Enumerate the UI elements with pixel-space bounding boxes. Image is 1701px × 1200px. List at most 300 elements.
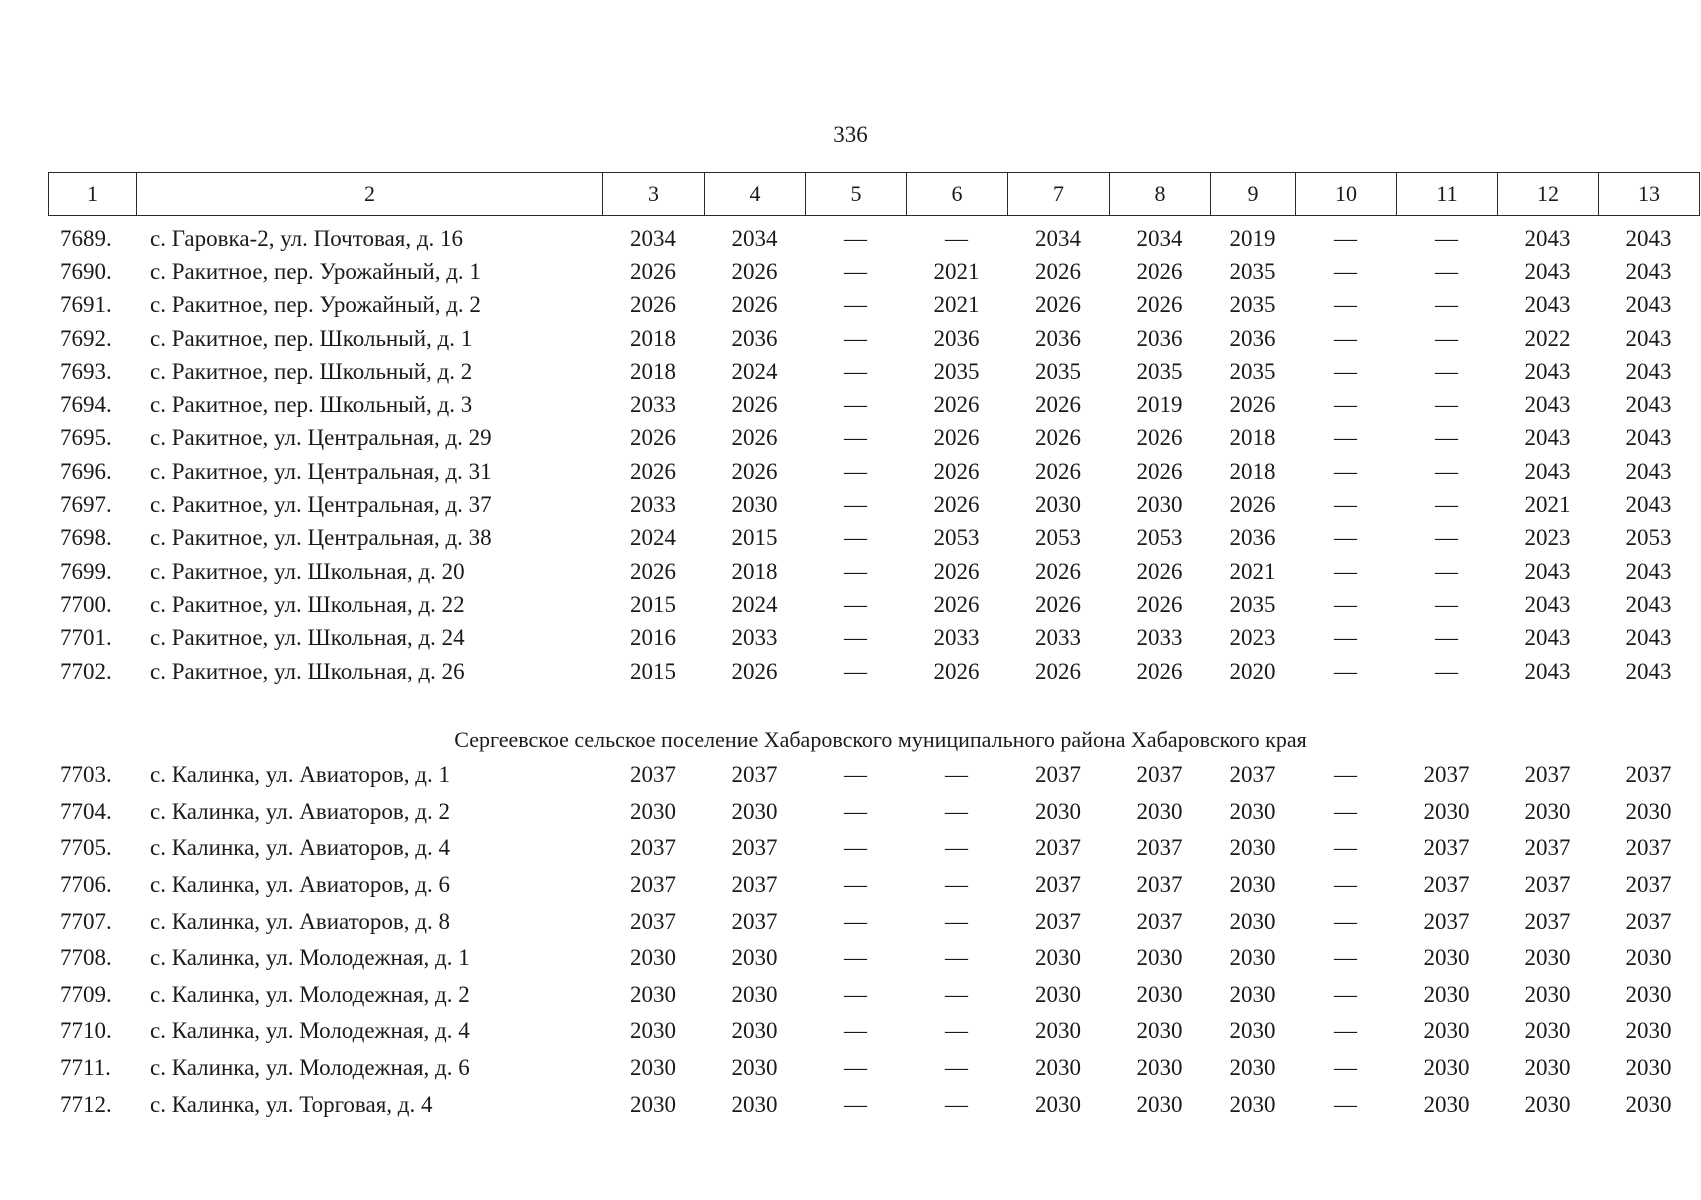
year-cell: 2037 — [1136, 762, 1183, 788]
year-cell: 2030 — [1229, 945, 1276, 971]
year-cell: — — [1435, 325, 1458, 351]
year-cell: 2043 — [1524, 558, 1571, 584]
year-cell: 2026 — [1035, 425, 1081, 451]
row-number: 7702. — [60, 658, 112, 684]
year-cell: 2019 — [1229, 225, 1276, 251]
year-cell: 2018 — [630, 358, 676, 384]
year-cell: — — [844, 525, 867, 551]
year-cell: 2037 — [630, 908, 676, 934]
year-cell: 2036 — [731, 325, 778, 351]
year-cell: 2030 — [630, 981, 676, 1007]
year-cell: 2043 — [1625, 325, 1672, 351]
year-cell: 2037 — [1136, 908, 1183, 934]
year-cell: 2037 — [731, 908, 778, 934]
year-cell: 2043 — [1625, 392, 1672, 418]
year-cell: 2030 — [1423, 1018, 1470, 1044]
page-number: 336 — [833, 122, 868, 147]
year-cell: 2053 — [1625, 525, 1672, 551]
year-cell: 2037 — [731, 762, 778, 788]
year-cell: 2037 — [1136, 835, 1183, 861]
year-cell: 2030 — [1229, 908, 1276, 934]
year-cell: 2037 — [1035, 835, 1081, 861]
year-cell: — — [1435, 525, 1458, 551]
year-cell: — — [844, 625, 867, 651]
year-cell: — — [1435, 591, 1458, 617]
year-cell: 2030 — [731, 1055, 778, 1081]
year-cell: 2030 — [1035, 1055, 1081, 1081]
table-row — [48, 1013, 1672, 1050]
year-cell: — — [1435, 225, 1458, 251]
year-cell: 2037 — [1524, 872, 1571, 898]
year-cell: 2033 — [731, 625, 778, 651]
address-cell: с. Гаровка-2, ул. Почтовая, д. 16 — [150, 225, 464, 251]
address-cell: с. Ракитное, ул. Центральная, д. 38 — [150, 525, 492, 551]
year-cell: 2034 — [1035, 225, 1081, 251]
year-cell: 2037 — [1524, 908, 1571, 934]
row-number: 7711. — [60, 1055, 111, 1081]
year-cell: — — [945, 1055, 968, 1081]
year-cell: 2026 — [731, 658, 778, 684]
year-cell: — — [844, 981, 867, 1007]
year-cell: 2043 — [1625, 225, 1672, 251]
row-number: 7704. — [60, 798, 112, 824]
table-row — [48, 289, 1672, 322]
table-row — [48, 1086, 1672, 1123]
year-cell: 2037 — [1035, 872, 1081, 898]
year-cell: — — [1334, 1055, 1357, 1081]
year-cell: 2030 — [1035, 945, 1081, 971]
year-cell: 2037 — [1524, 835, 1571, 861]
year-cell: 2030 — [1524, 981, 1571, 1007]
year-cell: — — [1334, 835, 1357, 861]
address-cell: с. Ракитное, ул. Школьная, д. 26 — [150, 658, 465, 684]
year-cell: 2043 — [1625, 591, 1672, 617]
year-cell: 2043 — [1524, 658, 1571, 684]
year-cell: 2026 — [1136, 658, 1183, 684]
year-cell: 2037 — [1229, 762, 1276, 788]
year-cell: — — [1334, 798, 1357, 824]
year-cell: — — [1334, 762, 1357, 788]
header-cell: 13 — [1599, 173, 1700, 216]
year-cell: 2037 — [1423, 762, 1470, 788]
row-number: 7703. — [60, 762, 112, 788]
table-body-section-a — [48, 222, 1672, 688]
year-cell: 2018 — [1229, 425, 1276, 451]
year-cell: 2035 — [1136, 358, 1183, 384]
year-cell: — — [945, 762, 968, 788]
year-cell: — — [844, 798, 867, 824]
year-cell: 2034 — [731, 225, 778, 251]
year-cell: 2037 — [1625, 872, 1672, 898]
year-cell: 2030 — [630, 1055, 676, 1081]
year-cell: 2037 — [1423, 908, 1470, 934]
year-cell: — — [945, 1091, 968, 1117]
year-cell: 2026 — [731, 425, 778, 451]
year-cell: 2030 — [1423, 798, 1470, 824]
year-cell: 2030 — [731, 1091, 778, 1117]
year-cell: 2030 — [1136, 1091, 1183, 1117]
year-cell: 2030 — [1524, 1091, 1571, 1117]
year-cell: — — [844, 392, 867, 418]
year-cell: 2030 — [1229, 835, 1276, 861]
year-cell: 2037 — [731, 835, 778, 861]
year-cell: 2026 — [933, 558, 980, 584]
header-cell: 10 — [1296, 173, 1397, 216]
table-row — [48, 622, 1672, 655]
year-cell: 2030 — [630, 945, 676, 971]
table-row — [48, 555, 1672, 588]
year-cell: — — [1435, 458, 1458, 484]
year-cell: 2030 — [731, 1018, 778, 1044]
year-cell: 2043 — [1625, 492, 1672, 518]
year-cell: 2030 — [1625, 798, 1672, 824]
address-cell: с. Ракитное, пер. Школьный, д. 1 — [150, 325, 473, 351]
row-number: 7700. — [60, 591, 112, 617]
year-cell: 2030 — [1035, 981, 1081, 1007]
year-cell: 2024 — [731, 591, 778, 617]
year-cell: 2053 — [933, 525, 980, 551]
year-cell: 2026 — [1229, 492, 1276, 518]
year-cell: 2018 — [1229, 458, 1276, 484]
year-cell: 2037 — [1524, 762, 1571, 788]
year-cell: — — [1334, 908, 1357, 934]
header-cell: 8 — [1110, 173, 1211, 216]
row-number: 7708. — [60, 945, 112, 971]
address-cell: с. Калинка, ул. Молодежная, д. 1 — [150, 945, 470, 971]
year-cell: 2016 — [630, 625, 676, 651]
address-cell: с. Ракитное, ул. Центральная, д. 31 — [150, 458, 492, 484]
year-cell: 2043 — [1524, 292, 1571, 318]
year-cell: 2037 — [1625, 762, 1672, 788]
year-cell: — — [844, 945, 867, 971]
year-cell: — — [844, 492, 867, 518]
year-cell: 2036 — [1229, 525, 1276, 551]
header-cell: 4 — [705, 173, 806, 216]
year-cell: 2026 — [1035, 558, 1081, 584]
column-number-header — [48, 172, 1700, 216]
year-cell: 2030 — [1423, 945, 1470, 971]
year-cell: 2035 — [1229, 358, 1276, 384]
year-cell: — — [1334, 658, 1357, 684]
header-cell: 12 — [1498, 173, 1599, 216]
address-cell: с. Калинка, ул. Авиаторов, д. 8 — [150, 908, 450, 934]
year-cell: 2043 — [1625, 558, 1672, 584]
header-cell: 7 — [1008, 173, 1110, 216]
year-cell: 2021 — [1524, 492, 1571, 518]
year-cell: 2030 — [1136, 945, 1183, 971]
year-cell: 2030 — [1229, 798, 1276, 824]
year-cell: 2037 — [630, 872, 676, 898]
year-cell: — — [945, 1018, 968, 1044]
address-cell: с. Калинка, ул. Авиаторов, д. 4 — [150, 835, 450, 861]
table-row — [48, 757, 1672, 794]
year-cell: — — [1334, 258, 1357, 284]
year-cell: 2030 — [1229, 1018, 1276, 1044]
year-cell: — — [1334, 558, 1357, 584]
year-cell: 2043 — [1524, 225, 1571, 251]
table-row — [48, 830, 1672, 867]
row-number: 7705. — [60, 835, 112, 861]
year-cell: 2043 — [1524, 625, 1571, 651]
year-cell: 2043 — [1625, 258, 1672, 284]
row-number: 7689. — [60, 225, 112, 251]
year-cell: 2030 — [1625, 1018, 1672, 1044]
year-cell: 2018 — [630, 325, 676, 351]
year-cell: 2036 — [1136, 325, 1183, 351]
year-cell: 2034 — [630, 225, 676, 251]
year-cell: 2043 — [1524, 392, 1571, 418]
year-cell: 2026 — [630, 425, 676, 451]
year-cell: — — [1334, 425, 1357, 451]
table-body-section-b — [48, 757, 1672, 1123]
row-number: 7699. — [60, 558, 112, 584]
year-cell: 2019 — [1136, 392, 1183, 418]
year-cell: — — [945, 945, 968, 971]
year-cell: — — [1334, 458, 1357, 484]
year-cell: 2020 — [1229, 658, 1276, 684]
year-cell: 2030 — [1625, 1055, 1672, 1081]
row-number: 7695. — [60, 425, 112, 451]
header-cell: 2 — [137, 173, 603, 216]
year-cell: 2026 — [1035, 258, 1081, 284]
year-cell: 2023 — [1229, 625, 1276, 651]
year-cell: 2043 — [1625, 625, 1672, 651]
row-number: 7710. — [60, 1018, 112, 1044]
table-row — [48, 522, 1672, 555]
year-cell: — — [1334, 872, 1357, 898]
year-cell: 2026 — [1136, 558, 1183, 584]
table-row — [48, 977, 1672, 1014]
year-cell: 2030 — [731, 945, 778, 971]
year-cell: — — [1334, 225, 1357, 251]
address-cell: с. Ракитное, пер. Школьный, д. 2 — [150, 358, 473, 384]
year-cell: 2030 — [1524, 1018, 1571, 1044]
year-cell: 2030 — [1136, 1018, 1183, 1044]
row-number: 7693. — [60, 358, 112, 384]
year-cell: — — [844, 358, 867, 384]
header-cell: 6 — [907, 173, 1008, 216]
year-cell: — — [1334, 525, 1357, 551]
row-number: 7694. — [60, 392, 112, 418]
year-cell: — — [1435, 392, 1458, 418]
table-row — [48, 355, 1672, 388]
year-cell: — — [844, 258, 867, 284]
year-cell: 2036 — [933, 325, 980, 351]
year-cell: — — [1334, 1018, 1357, 1044]
address-cell: с. Ракитное, пер. Урожайный, д. 1 — [150, 258, 481, 284]
year-cell: 2030 — [630, 798, 676, 824]
year-cell: — — [844, 1018, 867, 1044]
year-cell: — — [1334, 625, 1357, 651]
year-cell: — — [1334, 1091, 1357, 1117]
year-cell: — — [1435, 625, 1458, 651]
table-row — [48, 1050, 1672, 1087]
year-cell: — — [1435, 492, 1458, 518]
year-cell: 2030 — [1229, 872, 1276, 898]
year-cell: 2043 — [1524, 591, 1571, 617]
row-number: 7697. — [60, 492, 112, 518]
year-cell: 2015 — [731, 525, 778, 551]
year-cell: 2030 — [1229, 1055, 1276, 1081]
year-cell: — — [844, 1055, 867, 1081]
year-cell: 2030 — [731, 492, 778, 518]
year-cell: 2043 — [1524, 425, 1571, 451]
header-cell: 5 — [806, 173, 907, 216]
address-cell: с. Калинка, ул. Молодежная, д. 6 — [150, 1055, 470, 1081]
year-cell: 2030 — [1136, 981, 1183, 1007]
year-cell: 2030 — [1229, 981, 1276, 1007]
year-cell: 2030 — [1524, 798, 1571, 824]
address-cell: с. Ракитное, ул. Школьная, д. 24 — [150, 625, 465, 651]
address-cell: с. Калинка, ул. Авиаторов, д. 2 — [150, 798, 450, 824]
year-cell: 2030 — [1136, 1055, 1183, 1081]
table-row — [48, 422, 1672, 455]
address-cell: с. Ракитное, ул. Центральная, д. 37 — [150, 492, 492, 518]
year-cell: 2026 — [1229, 392, 1276, 418]
year-cell: 2026 — [933, 392, 980, 418]
year-cell: 2035 — [1229, 591, 1276, 617]
year-cell: — — [1334, 358, 1357, 384]
year-cell: 2021 — [1229, 558, 1276, 584]
header-cell: 1 — [49, 173, 137, 216]
year-cell: 2037 — [630, 762, 676, 788]
year-cell: 2018 — [731, 558, 778, 584]
year-cell: 2021 — [933, 292, 980, 318]
table-row — [48, 655, 1672, 688]
year-cell: — — [1334, 292, 1357, 318]
table-row — [48, 322, 1672, 355]
year-cell: 2026 — [1035, 458, 1081, 484]
year-cell: 2036 — [1229, 325, 1276, 351]
year-cell: 2037 — [1423, 835, 1470, 861]
year-cell: 2023 — [1524, 525, 1571, 551]
year-cell: 2026 — [1035, 392, 1081, 418]
year-cell: — — [844, 1091, 867, 1117]
year-cell: — — [844, 908, 867, 934]
year-cell: — — [945, 908, 968, 934]
year-cell: — — [844, 835, 867, 861]
year-cell: — — [945, 835, 968, 861]
year-cell: 2043 — [1625, 292, 1672, 318]
year-cell: 2034 — [1136, 225, 1183, 251]
year-cell: 2043 — [1625, 458, 1672, 484]
year-cell: — — [844, 225, 867, 251]
year-cell: 2030 — [1524, 945, 1571, 971]
year-cell: 2030 — [1423, 1055, 1470, 1081]
year-cell: 2026 — [1035, 292, 1081, 318]
year-cell: 2035 — [933, 358, 980, 384]
year-cell: — — [1435, 258, 1458, 284]
address-cell: с. Ракитное, пер. Урожайный, д. 2 — [150, 292, 481, 318]
year-cell: — — [945, 981, 968, 1007]
year-cell: 2026 — [933, 591, 980, 617]
year-cell: — — [945, 798, 968, 824]
row-number: 7696. — [60, 458, 112, 484]
year-cell: — — [844, 425, 867, 451]
year-cell: 2026 — [731, 458, 778, 484]
year-cell: 2026 — [933, 492, 980, 518]
year-cell: 2033 — [1035, 625, 1081, 651]
year-cell: 2030 — [1423, 981, 1470, 1007]
year-cell: 2030 — [1625, 1091, 1672, 1117]
year-cell: — — [844, 292, 867, 318]
table-row — [48, 222, 1672, 255]
year-cell: 2053 — [1035, 525, 1081, 551]
year-cell: — — [844, 658, 867, 684]
year-cell: — — [1334, 591, 1357, 617]
year-cell: 2026 — [630, 258, 676, 284]
year-cell: 2037 — [630, 835, 676, 861]
address-cell: с. Ракитное, пер. Школьный, д. 3 — [150, 392, 473, 418]
year-cell: 2026 — [1035, 591, 1081, 617]
row-number: 7698. — [60, 525, 112, 551]
year-cell: — — [1334, 392, 1357, 418]
year-cell: — — [1435, 558, 1458, 584]
header-cell: 11 — [1397, 173, 1498, 216]
year-cell: 2026 — [1136, 292, 1183, 318]
year-cell: 2026 — [933, 458, 980, 484]
year-cell: 2026 — [731, 258, 778, 284]
year-cell: 2030 — [630, 1018, 676, 1044]
year-cell: 2043 — [1524, 258, 1571, 284]
year-cell: 2033 — [1136, 625, 1183, 651]
year-cell: 2026 — [1035, 658, 1081, 684]
table-row — [48, 940, 1672, 977]
year-cell: 2026 — [630, 458, 676, 484]
year-cell: 2030 — [1423, 1091, 1470, 1117]
table-row — [48, 388, 1672, 421]
row-number: 7709. — [60, 981, 112, 1007]
year-cell: 2037 — [1035, 908, 1081, 934]
address-cell: с. Ракитное, ул. Школьная, д. 20 — [150, 558, 465, 584]
year-cell: 2026 — [731, 392, 778, 418]
year-cell: 2030 — [1035, 798, 1081, 824]
year-cell: 2030 — [630, 1091, 676, 1117]
year-cell: 2036 — [1035, 325, 1081, 351]
year-cell: 2043 — [1625, 358, 1672, 384]
table-row — [48, 255, 1672, 288]
table-row — [48, 588, 1672, 621]
year-cell: — — [1334, 492, 1357, 518]
year-cell: 2024 — [630, 525, 676, 551]
table-row — [48, 794, 1672, 831]
year-cell: 2026 — [1136, 258, 1183, 284]
year-cell: — — [945, 872, 968, 898]
year-cell: — — [844, 458, 867, 484]
year-cell: 2043 — [1524, 358, 1571, 384]
year-cell: 2030 — [1136, 492, 1183, 518]
year-cell: — — [1435, 358, 1458, 384]
address-cell: с. Калинка, ул. Молодежная, д. 4 — [150, 1018, 470, 1044]
year-cell: — — [945, 225, 968, 251]
year-cell: 2030 — [1035, 1018, 1081, 1044]
table-row — [48, 488, 1672, 521]
year-cell: — — [844, 325, 867, 351]
row-number: 7706. — [60, 872, 112, 898]
year-cell: 2030 — [1229, 1091, 1276, 1117]
year-cell: 2037 — [1625, 835, 1672, 861]
year-cell: 2030 — [1625, 945, 1672, 971]
year-cell: — — [844, 872, 867, 898]
year-cell: 2026 — [630, 558, 676, 584]
year-cell: 2037 — [1136, 872, 1183, 898]
row-number: 7701. — [60, 625, 112, 651]
year-cell: 2035 — [1035, 358, 1081, 384]
table-row — [48, 455, 1672, 488]
year-cell: — — [844, 591, 867, 617]
row-number: 7712. — [60, 1091, 112, 1117]
year-cell: 2026 — [933, 425, 980, 451]
